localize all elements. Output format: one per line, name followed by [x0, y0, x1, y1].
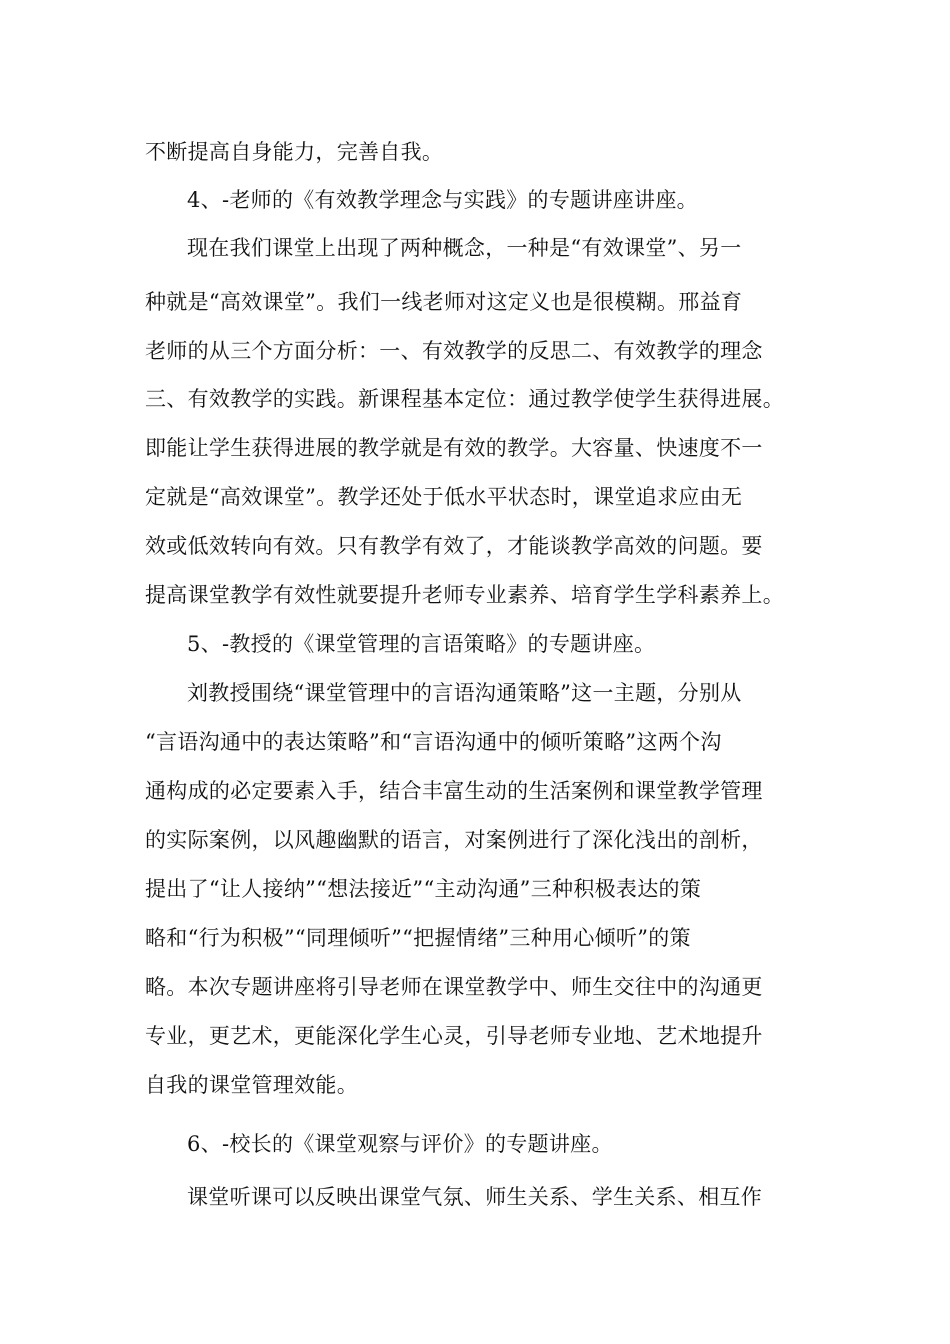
- section-heading-5: 5、-教授的《课堂管理的言语策略》的专题讲座。: [187, 632, 656, 656]
- paragraph-line: 略。本次专题讲座将引导老师在课堂教学中、师生交往中的沟通更: [145, 975, 763, 999]
- paragraph-line: 现在我们课堂上出现了两种概念，一种是“有效课堂”、另一: [187, 236, 742, 260]
- paragraph-line: 提高课堂教学有效性就要提升老师专业素养、培育学生学科素养上。: [145, 583, 784, 607]
- section-heading-4: 4、-老师的《有效教学理念与实践》的专题讲座讲座。: [187, 188, 698, 212]
- paragraph-line: 效或低效转向有效。只有教学有效了，才能谈教学高效的问题。要: [145, 534, 763, 558]
- paragraph-line: 通构成的必定要素入手，结合丰富生动的生活案例和课堂教学管理: [145, 779, 763, 803]
- paragraph-line: 自我的课堂管理效能。: [145, 1073, 358, 1097]
- paragraph-line: “言语沟通中的表达策略”和“言语沟通中的倾听策略”这两个沟: [145, 730, 722, 754]
- paragraph-line: 刘教授围绕“课堂管理中的言语沟通策略”这一主题，分别从: [187, 681, 742, 705]
- paragraph-line: 即能让学生获得进展的教学就是有效的教学。大容量、快速度不一: [145, 436, 763, 460]
- paragraph-line: 老师的从三个方面分析：一、有效教学的反思二、有效教学的理念: [145, 339, 763, 363]
- paragraph-line: 课堂听课可以反映出课堂气氛、师生关系、学生关系、相互作: [187, 1185, 763, 1209]
- paragraph-line: 不断提高自身能力，完善自我。: [145, 140, 444, 164]
- paragraph-line: 定就是“高效课堂”。教学还处于低水平状态时，课堂追求应由无: [145, 485, 743, 509]
- paragraph-line: 种就是“高效课堂”。我们一线老师对这定义也是很模糊。邢益育: [145, 290, 743, 314]
- paragraph-line: 略和“行为积极”“同理倾听”“把握情绪”三种用心倾听”的策: [145, 926, 691, 950]
- section-heading-6: 6、-校长的《课堂观察与评价》的专题讲座。: [187, 1132, 613, 1156]
- paragraph-line: 提出了“让人接纳”“想法接近”“主动沟通”三种积极表达的策: [145, 877, 702, 901]
- paragraph-line: 三、有效教学的实践。新课程基本定位：通过教学使学生获得进展。: [145, 387, 784, 411]
- paragraph-line: 的实际案例，以风趣幽默的语言，对案例进行了深化浅出的剖析，: [145, 828, 763, 852]
- paragraph-line: 专业，更艺术，更能深化学生心灵，引导老师专业地、艺术地提升: [145, 1024, 763, 1048]
